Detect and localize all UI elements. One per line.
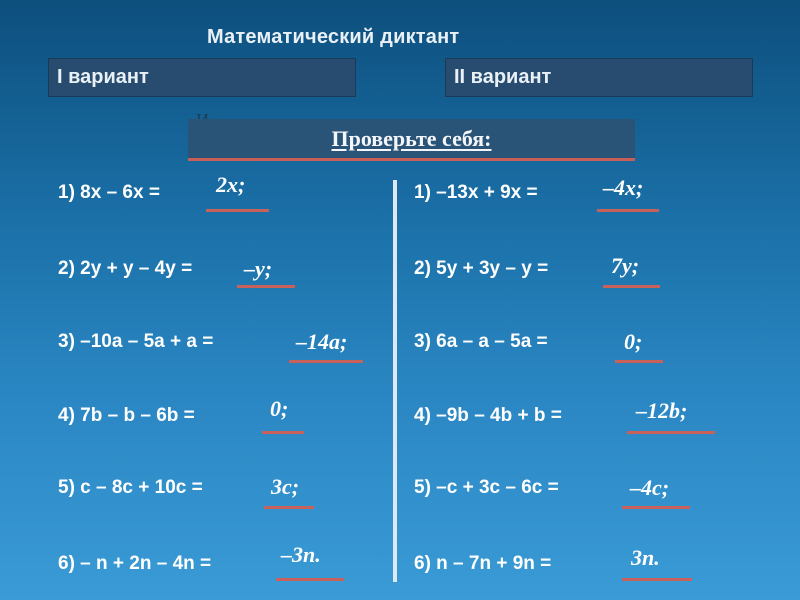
right-expression-2: 2) 5y + 3y – y = (414, 258, 549, 279)
variant-1-header: I вариант (48, 58, 356, 97)
left-answer-underline-4 (262, 431, 304, 434)
left-expression-3: 3) –10a – 5a + a = (58, 331, 214, 352)
right-expression-6: 6) n – 7n + 9n = (414, 553, 552, 574)
right-answer-underline-1 (597, 209, 659, 212)
left-answer-underline-5 (264, 506, 314, 509)
right-expression-4: 4) –9b – 4b + b = (414, 405, 562, 426)
right-answer-1: –4x; (603, 175, 644, 200)
right-expression-5: 5) –c + 3c – 6c = (414, 477, 559, 498)
column-divider (393, 180, 397, 582)
left-expression-6: 6) – n + 2n – 4n = (58, 553, 212, 574)
right-answer-2: 7y; (611, 253, 640, 278)
right-answer-underline-2 (603, 285, 660, 288)
left-answer-1: 2x; (216, 172, 246, 197)
left-answer-4: 0; (270, 396, 289, 421)
left-answer-underline-2 (237, 285, 295, 288)
right-answer-underline-4 (627, 431, 715, 434)
right-answer-underline-6 (622, 578, 692, 581)
check-yourself-banner (188, 119, 635, 161)
right-expression-3: 3) 6a – a – 5a = (414, 331, 548, 352)
page-title: Математический диктант (207, 26, 460, 48)
right-answer-5: –4c; (630, 475, 670, 500)
left-answer-underline-6 (276, 578, 344, 581)
check-yourself-label: Проверьте себя: (331, 126, 492, 151)
variant-2-header: II вариант (445, 58, 753, 97)
left-answer-6: –3n. (281, 542, 321, 567)
left-answer-underline-3 (289, 360, 363, 363)
left-expression-4: 4) 7b – b – 6b = (58, 405, 195, 426)
left-answer-underline-1 (206, 209, 269, 212)
left-answer-5: 3c; (271, 474, 300, 499)
right-expression-1: 1) –13x + 9x = (414, 182, 538, 203)
left-expression-1: 1) 8x – 6x = (58, 182, 160, 203)
left-expression-5: 5) c – 8c + 10c = (58, 477, 203, 498)
left-answer-2: –y; (244, 256, 273, 281)
right-answer-3: 0; (624, 329, 643, 354)
left-expression-2: 2) 2y + y – 4y = (58, 258, 193, 279)
right-answer-4: –12b; (636, 398, 688, 423)
right-answer-underline-3 (615, 360, 663, 363)
right-answer-underline-5 (622, 506, 690, 509)
right-answer-6: 3n. (631, 545, 660, 570)
left-answer-3: –14a; (296, 329, 348, 354)
